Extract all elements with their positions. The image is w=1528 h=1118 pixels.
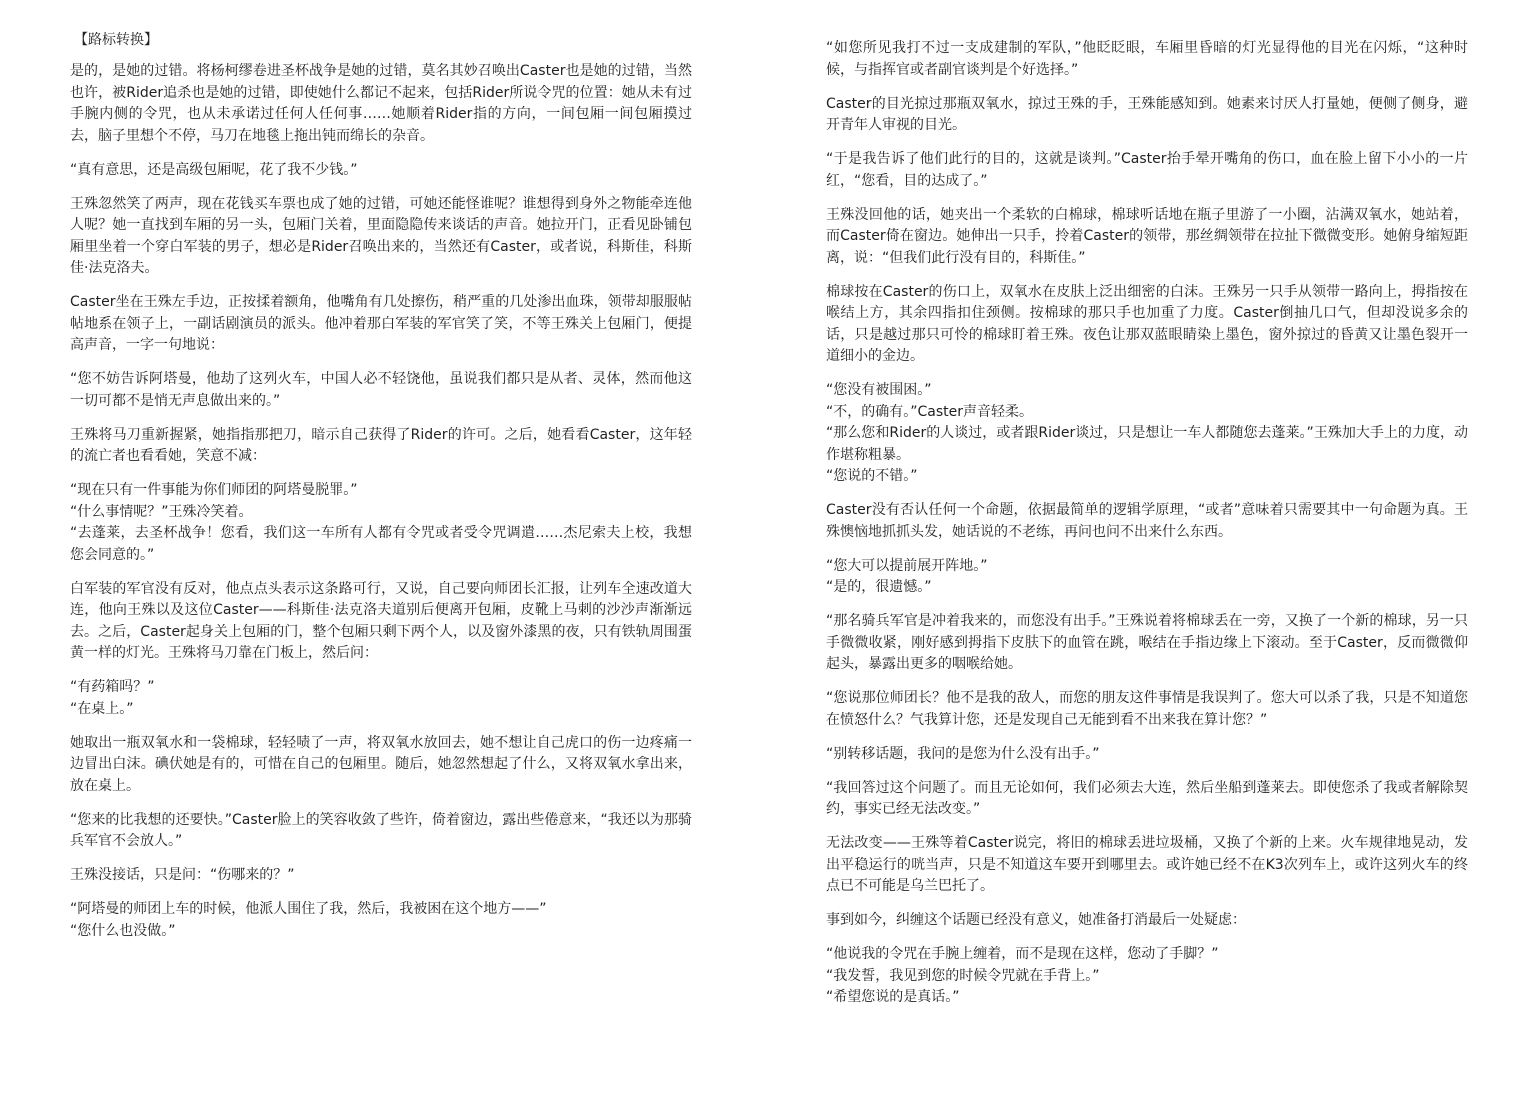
paragraph-line: “现在只有一件事能为你们师团的阿塔曼脱罪。” [70,482,358,498]
paragraph-line: 王殊没接话，只是问：“伤哪来的？” [70,867,295,883]
paragraph [70,865,692,887]
paragraph [70,160,692,182]
paragraph-line: “真有意思，还是高级包厢呢，花了我不少钱。” [70,161,358,178]
paragraph [826,500,1468,543]
paragraph-line: 王殊没回他的话，她夹出一个柔软的白棉球，棉球听话地在瓶子里游了一小圈，沾满双氧水，她站着，而Caster倚在窗边。她伸出一只手，拎着Caster的领带，那丝绸领带在拉扯下微微变形。她俯身缩短距离，说：“但我们此行没有目的，科斯佳。” [826,206,1468,266]
paragraph-line: “我发誓，我见到您的时候令咒就在手背上。” [826,967,1100,984]
paragraph [826,778,1468,821]
paragraph [70,579,692,665]
paragraph-line: “您不妨告诉阿塔曼，他劫了这列火车，中国人必不轻饶他，虽说我们都只是从者、灵体，然而他这一切可都不是悄无声息做出来的。” [70,371,692,409]
paragraph [70,733,692,798]
paragraph-line: “有药箱吗？” [70,679,155,695]
paragraph [826,205,1468,270]
paragraph [70,677,692,720]
paragraph-line: “如您所见我打不过一支成建制的军队，”他眨眨眼，车厢里昏暗的灯光显得他的目光在闪烁，“这种时候，与指挥官或者副官谈判是个好选择。” [826,40,1468,78]
paragraph [826,282,1468,368]
paragraph-line: Caster坐在王殊左手边，正按揉着额角，他嘴角有几处擦伤，稍严重的几处渗出血珠，领带却服服帖帖地系在领子上，一副话剧演员的派头。他冲着那白军装的军官笑了笑，不等王殊关上包厢门，便提高声音，一字一句地说： [70,294,692,353]
paragraph-line: Caster没有否认任何一个命题，依据最简单的逻辑学原理，“或者”意味着只需要其中一句命题为真。王殊懊恼地抓抓头发，她话说的不老练，再问也问不出来什么东西。 [826,502,1468,540]
left-page-body [70,61,692,942]
paragraph-line: “于是我告诉了他们此行的目的，这就是谈判。”Caster抬手晕开嘴角的伤口，血在脸上留下小小的一片红，“您看，目的达成了。” [826,151,1468,189]
paragraph-line: 事到如今，纠缠这个话题已经没有意义，她准备打消最后一处疑虑： [826,912,1246,928]
paragraph-line: “您没有被围困。” [826,382,932,398]
paragraph [70,292,692,357]
paragraph-line: “在桌上。” [70,700,134,717]
paragraph [70,899,692,942]
paragraph-line: “什么事情呢？”王殊冷笑着。 [70,503,253,520]
left-page [70,0,692,1109]
paragraph-line: 是的，是她的过错。将杨柯缪卷进圣杯战争是她的过错，莫名其妙召唤出Caster也是她的过错，当然也许，被Rider追杀也是她的过错，即使她什么都记不起来，包括Rider所说令咒的位置：她从未有过手腕内侧的令咒，也从未承诺过任何人任何事……她顺着Rider指的方向，一间包厢一间包厢摸过去，脑子里想个不停，马刀在地毯上拖出钝而绵长的杂音。 [70,63,692,144]
paragraph-line: “阿塔曼的师团上车的时候，他派人围住了我，然后，我被困在这个地方——” [70,901,547,917]
paragraph-line: “别转移话题，我问的是您为什么没有出手。” [826,745,1100,762]
paragraph [826,833,1468,898]
paragraph [826,380,1468,488]
paragraph-line: Caster的目光掠过那瓶双氧水，掠过王殊的手，王殊能感知到。她素来讨厌人打量她，便侧了侧身，避开青年人审视的目光。 [826,95,1468,133]
paragraph [826,688,1468,731]
paragraph-line: “您说那位师团长？他不是我的敌人，而您的朋友这件事情是我误判了。您大可以杀了我，只是不知道您在愤怒什么？气我算计您，还是发现自己无能到看不出来我在算计您？” [826,690,1468,728]
section-heading: 【路标转换】 [74,32,158,48]
paragraph [826,744,1468,766]
paragraph [826,94,1468,137]
paragraph-line: “那名骑兵军官是冲着我来的，而您没有出手。”王殊说着将棉球丢在一旁，又换了一个新的棉球，另一只手微微收紧，刚好感到拇指下皮肤下的血管在跳，喉结在手指边缘上下滚动。至于Caster，反而微微仰起头，暴露出更多的咽喉给她。 [826,613,1468,672]
paragraph-line: “不，的确有。”Caster声音轻柔。 [826,403,1034,420]
paragraph-line: “您来的比我想的还要快。”Caster脸上的笑容收敛了些许，倚着窗边，露出些倦意来，“我还以为那骑兵军官不会放人。” [70,811,692,849]
paragraph-line: “那么您和Rider的人谈过，或者跟Rider谈过，只是想让一车人都随您去蓬莱。”王殊加大手上的力度，动作堪称粗暴。 [826,425,1468,463]
paragraph [826,38,1468,81]
paragraph [70,810,692,853]
paragraph-line: 棉球按在Caster的伤口上，双氧水在皮肤上泛出细密的白沫。王殊另一只手从领带一路向上，拇指按在喉结上方，其余四指扣住颈侧。按棉球的那只手也加重了力度。Caster倒抽几口气，但却没说多余的话，只是越过那只可怜的棉球盯着王殊。夜色让那双蓝眼睛染上墨色，窗外掠过的昏黄又让墨色裂开一道细小的金边。 [826,283,1468,364]
right-page [826,0,1468,1118]
paragraph-line: 王殊将马刀重新握紧，她指指那把刀，暗示自己获得了Rider的许可。之后，她看看Caster，这年轻的流亡者也看看她，笑意不减： [70,426,692,464]
paragraph-line: 她取出一瓶双氧水和一袋棉球，轻轻啧了一声，将双氧水放回去，她不想让自己虎口的伤一边疼痛一边冒出白沫。碘伏她是有的，可惜在自己的包厢里。随后，她忽然想起了什么，又将双氧水拿出来，放在桌上。 [70,734,692,794]
paragraph-line: “您说的不错。” [826,468,918,484]
paragraph-line: “您大可以提前展开阵地。” [826,557,988,574]
right-page-body [826,38,1468,1009]
paragraph-line: 无法改变——王殊等着Caster说完，将旧的棉球丢进垃圾桶，又换了个新的上来。火车规律地晃动，发出平稳运行的咣当声，只是不知道这车要开到哪里去。或许她已经不在K3次列车上，或许这列火车的终点已不可能是乌兰巴托了。 [826,835,1468,894]
paragraph-line: 白军装的军官没有反对，他点点头表示这条路可行，又说，自己要向师团长汇报，让列车全速改道大连，他向王殊以及这位Caster——科斯佳·法克洛夫道别后便离开包厢，皮靴上马刺的沙沙声渐渐远去。之后，Caster起身关上包厢的门，整个包厢只剩下两个人，以及窗外漆黑的夜，只有铁轨周围蛋黄一样的灯光。王殊将马刀靠在门板上，然后问： [70,580,692,661]
paragraph-line: “我回答过这个问题了。而且无论如何，我们必须去大连，然后坐船到蓬莱去。即使您杀了我或者解除契约，事实已经无法改变。” [826,779,1468,817]
paragraph [70,194,692,280]
paragraph-line: 王殊忽然笑了两声，现在花钱买车票也成了她的过错，可她还能怪谁呢？谁想得到身外之物能牵连他人呢？她一直找到车厢的另一头，包厢门关着，里面隐隐传来谈话的声音。她拉开门，正看见卧铺包厢里坐着一个穿白军装的男子，想必是Rider召唤出来的，当然还有Caster，或者说，科斯佳，科斯佳·法克洛夫。 [70,195,692,276]
paragraph [70,369,692,412]
paragraph [826,149,1468,192]
paragraph [826,611,1468,676]
paragraph [826,944,1468,1009]
paragraph [826,556,1468,599]
paragraph [70,425,692,468]
paragraph-line: “他说我的令咒在手腕上缠着，而不是现在这样，您动了手脚？” [826,946,1219,962]
paragraph [70,480,692,566]
paragraph-line: “您什么也没做。” [70,922,176,939]
paragraph [70,61,692,147]
paragraph [826,910,1468,932]
paragraph-line: “是的，很遗憾。” [826,579,932,595]
paragraph-line: “去蓬莱，去圣杯战争！您看，我们这一车所有人都有令咒或者受令咒调遣……杰尼索夫上校，我想您会同意的。” [70,525,692,563]
paragraph-line: “希望您说的是真话。” [826,989,960,1005]
